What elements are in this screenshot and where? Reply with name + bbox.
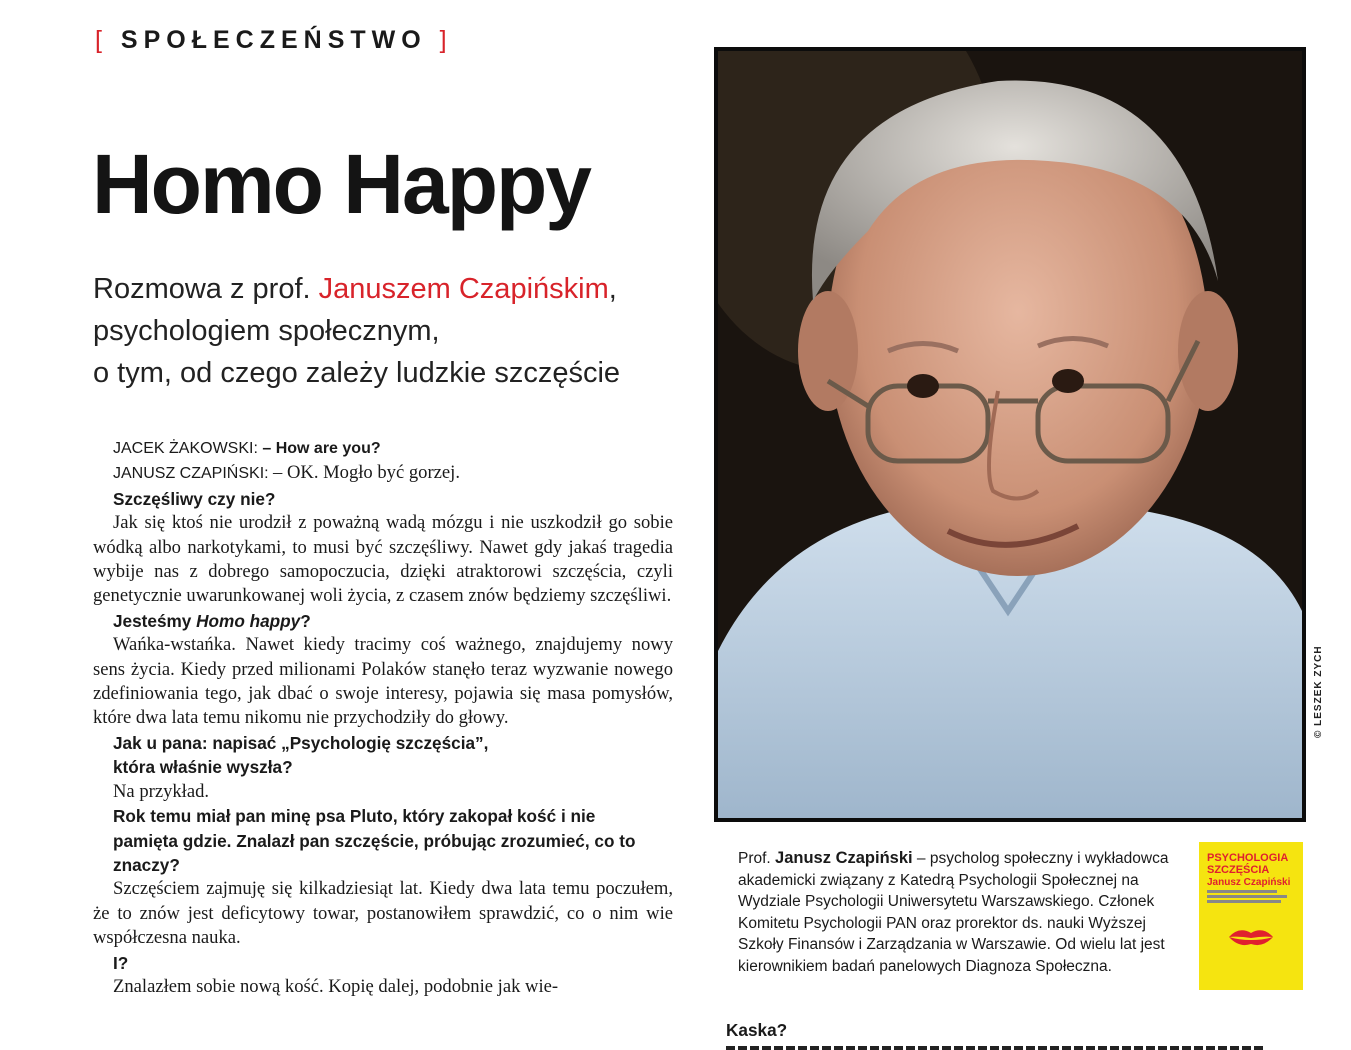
lead (93, 268, 683, 394)
bracket-close: ] (439, 26, 453, 54)
portrait-illustration (718, 51, 1302, 818)
speaker-name: JANUSZ CZAPIŃSKI: (113, 465, 274, 483)
lead-after: , (608, 273, 617, 305)
caption-name: Janusz Czapiński (775, 849, 913, 867)
interview-question: Rok temu miał pan minę psa Pluto, który zakopał kość i nie pamięta gdzie. Znalazł pan szczęście, próbując zrozumieć, co to znaczy? (113, 806, 636, 875)
interview-question: Jak u pana: napisać „Psychologię szczęścia”, która właśnie wyszła? (113, 732, 489, 778)
article-body (93, 437, 673, 999)
headline: Homo Happy (92, 137, 591, 231)
interview-question: Szczęśliwy czy nie? (113, 488, 276, 509)
interview-answer: Znalazłem sobie nową kość. Kopię dalej, podobnie jak wie- (113, 975, 559, 997)
photo-caption (738, 848, 1183, 977)
interview-answer: Na przykład. (113, 780, 210, 802)
interview-question: I? (113, 952, 129, 973)
photo-credit: © LESZEK ZYCH (1313, 645, 1324, 738)
lead-line2: psychologiem społecznym, (93, 315, 440, 347)
bracket-open: [ (95, 26, 108, 54)
interview-question (93, 609, 673, 633)
question-italic: Homo happy (196, 610, 301, 631)
interview-answer: Wańka-wstańka. Nawet kiedy tracimy coś ważnego, znajdujemy nowy sens życia. Kiedy przed milionami Polaków stanęło teraz wyzwanie nowego zdefiniowania tego, jak dbać o swoje interesy, pojawia się masa pomysłów, które dwa lata temu nikomu nie przychodziły do głowy. (93, 634, 673, 729)
caption-prefix: Prof. (738, 850, 776, 867)
book-author: Janusz Czapiński (1207, 877, 1291, 888)
book-title-1: PSYCHOLOGIA (1207, 852, 1289, 864)
interview-answer: Jak się ktoś nie urodził z poważną wadą mózgu i nie uszkodził go sobie wódką albo narkotykami, to musi być szczęśliwy. Nawet gdy jakaś tragedia wybije nas z dobrego samopoczucia, dzięki atraktorowi szczęścia, czyli genetycznie uwarunkowanej woli życia, z czasem znów będziemy szczęśliwi. (93, 512, 673, 607)
article-line (93, 437, 673, 461)
book-cover (1199, 842, 1303, 990)
portrait-frame (714, 47, 1306, 822)
section-name: SPOŁECZEŃSTWO (120, 26, 427, 54)
lips-icon (1227, 924, 1275, 950)
book-subtitle-lines (1207, 890, 1295, 903)
cut-off-text-line (726, 1046, 1266, 1050)
article-line (93, 461, 673, 486)
book-title-2: SZCZĘŚCIA (1207, 864, 1270, 876)
speaker-name: JACEK ŻAKOWSKI: (113, 440, 263, 457)
caption-text: – psycholog społeczny i wykładowca akademicki związany z Katedrą Psychologii Społecznej na Wydziale Psychologii Uniwersytetu Warszawskiego. Członek Komitetu Psychologii PAN oraz prorektor ds. nauki Wyższej Szkoły Finansów i Zarządzania w Warszawie. Od wielu lat jest kierownikiem badań panelowych Diagnoza Społeczna. (738, 850, 1169, 975)
lead-name: Januszem Czapińskim (318, 273, 609, 305)
lead-before: Rozmowa z prof. (93, 273, 319, 305)
section-label (95, 26, 453, 55)
right-column-question: Kaska? (726, 1020, 788, 1040)
speaker-text: – OK. Mogło być gorzej. (273, 462, 460, 484)
speaker-text: – How are you? (262, 440, 381, 457)
question-after: ? (300, 610, 311, 631)
lead-line3: o tym, od czego zależy ludzkie szczęście (93, 357, 621, 389)
portrait-photo (718, 51, 1302, 818)
interview-answer: Szczęściem zajmuję się kilkadziesiąt lat. Kiedy dwa lata temu poczułem, że to znów jest deficytowy towar, postanowiłem sprawdzić, co o nim wie współczesna nauka. (93, 878, 673, 949)
question-text: Jesteśmy (113, 610, 197, 631)
